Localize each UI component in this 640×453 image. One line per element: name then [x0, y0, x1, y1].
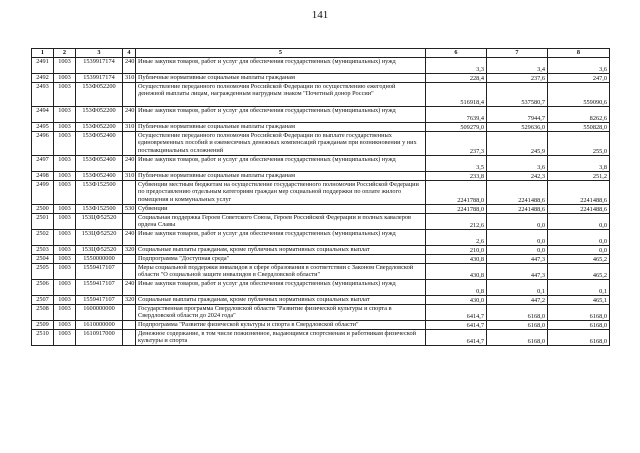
amount-year3-cell: 3,8: [548, 156, 610, 172]
amount-year2-cell: 242,3: [487, 172, 548, 181]
target-code-cell: 153Ф052200: [76, 107, 123, 123]
row-number-cell: 2498: [32, 172, 54, 181]
amount-year1-cell: 430,8: [426, 255, 487, 264]
amount-year2-cell: 0,0: [487, 246, 548, 255]
section-code-cell: 1003: [54, 83, 76, 107]
header-cell: 3: [76, 49, 123, 58]
row-number-cell: 2502: [32, 230, 54, 246]
amount-year3-cell: 8262,6: [548, 107, 610, 123]
target-code-cell: 153Ф152500: [76, 181, 123, 205]
expense-type-cell: 320: [123, 296, 136, 305]
section-code-cell: 1003: [54, 280, 76, 296]
table-row: [32, 123, 610, 132]
target-code-cell: 1539917174: [76, 58, 123, 74]
amount-year2-cell: 3,4: [487, 58, 548, 74]
expense-type-cell: 310: [123, 74, 136, 83]
amount-year3-cell: 465,2: [548, 264, 610, 280]
description-cell: Меры социальной поддержки инвалидов в сфере образования в соответствии с Законом Свердловской области "О социальной защите инвалидов в Свердловской области": [136, 264, 426, 280]
header-cell: 1: [32, 49, 54, 58]
expense-type-cell: [123, 132, 136, 156]
amount-year1-cell: 6414,7: [426, 305, 487, 321]
amount-year3-cell: 2241488,6: [548, 181, 610, 205]
description-cell: Осуществление переданного полномочия Российской Федерации по выплате государственных единовременных пособий и ежемесячных денежных компенсаций гражданам при возникновении у них поствакцинальных осложнений: [136, 132, 426, 156]
section-code-cell: 1003: [54, 107, 76, 123]
section-code-cell: 1003: [54, 214, 76, 230]
expense-type-cell: 310: [123, 172, 136, 181]
description-cell: Осуществление переданного полномочия Российской Федерации по осуществлению ежегодной денежной выплаты лицам, награжденным нагрудным знаком "Почетный донор России": [136, 83, 426, 107]
description-cell: Денежное содержание, в том числе пожизненное, выдающимся спортсменам и работникам физической культуры и спорта: [136, 330, 426, 346]
description-cell: Субвенции местным бюджетам на осуществление государственного полномочия Российской Федерации по предоставлению отдельным категориям граждан мер социальной поддержки по оплате жилого помещения и коммунальных услуг: [136, 181, 426, 205]
amount-year2-cell: 447,2: [487, 296, 548, 305]
row-number-cell: 2491: [32, 58, 54, 74]
amount-year1-cell: 2241788,0: [426, 181, 487, 205]
description-cell: Публичные нормативные социальные выплаты гражданам: [136, 172, 426, 181]
amount-year2-cell: 6168,0: [487, 321, 548, 330]
expense-type-cell: [123, 264, 136, 280]
target-code-cell: 1550000000: [76, 255, 123, 264]
amount-year2-cell: 6168,0: [487, 305, 548, 321]
row-number-cell: 2493: [32, 83, 54, 107]
header-cell: 7: [487, 49, 548, 58]
header-cell: 8: [548, 49, 610, 58]
table-row: [32, 230, 610, 246]
amount-year2-cell: 2241488,6: [487, 205, 548, 214]
expense-type-cell: 240: [123, 156, 136, 172]
amount-year2-cell: 245,9: [487, 132, 548, 156]
amount-year2-cell: 0,1: [487, 280, 548, 296]
header-cell: 5: [136, 49, 426, 58]
expense-type-cell: [123, 330, 136, 346]
expense-type-cell: [123, 305, 136, 321]
amount-year3-cell: 6168,0: [548, 321, 610, 330]
amount-year2-cell: 447,3: [487, 264, 548, 280]
section-code-cell: 1003: [54, 181, 76, 205]
table-row: [32, 330, 610, 346]
amount-year1-cell: 3,5: [426, 156, 487, 172]
amount-year2-cell: 2241488,6: [487, 181, 548, 205]
expense-type-cell: 240: [123, 280, 136, 296]
expense-type-cell: 320: [123, 246, 136, 255]
row-number-cell: 2503: [32, 246, 54, 255]
row-number-cell: 2506: [32, 280, 54, 296]
section-code-cell: 1003: [54, 330, 76, 346]
amount-year2-cell: 6168,0: [487, 330, 548, 346]
row-number-cell: 2499: [32, 181, 54, 205]
section-code-cell: 1003: [54, 255, 76, 264]
header-row: [32, 49, 610, 58]
page-number: 141: [311, 9, 329, 21]
expense-type-cell: 240: [123, 58, 136, 74]
amount-year1-cell: 233,8: [426, 172, 487, 181]
header-cell: 4: [123, 49, 136, 58]
target-code-cell: 1610000000: [76, 321, 123, 330]
row-number-cell: 2509: [32, 321, 54, 330]
table-row: [32, 156, 610, 172]
row-number-cell: 2495: [32, 123, 54, 132]
table-row: [32, 205, 610, 214]
amount-year1-cell: 0,8: [426, 280, 487, 296]
row-number-cell: 2497: [32, 156, 54, 172]
row-number-cell: 2501: [32, 214, 54, 230]
table-row: [32, 305, 610, 321]
description-cell: Субвенции: [136, 205, 426, 214]
target-code-cell: 153ЦФ52520: [76, 246, 123, 255]
amount-year1-cell: 237,3: [426, 132, 487, 156]
amount-year1-cell: 6414,7: [426, 321, 487, 330]
expense-type-cell: [123, 181, 136, 205]
section-code-cell: 1003: [54, 172, 76, 181]
target-code-cell: 1610917000: [76, 330, 123, 346]
amount-year1-cell: 430,8: [426, 264, 487, 280]
section-code-cell: 1003: [54, 296, 76, 305]
amount-year1-cell: 509279,0: [426, 123, 487, 132]
table-row: [32, 321, 610, 330]
amount-year3-cell: 0,0: [548, 230, 610, 246]
description-cell: Иные закупки товаров, работ и услуг для обеспечения государственных (муниципальных) нужд: [136, 280, 426, 296]
expense-type-cell: [123, 321, 136, 330]
table-row: [32, 58, 610, 74]
description-cell: Социальные выплаты гражданам, кроме публичных нормативных социальных выплат: [136, 296, 426, 305]
table-row: [32, 280, 610, 296]
amount-year3-cell: 550828,0: [548, 123, 610, 132]
amount-year3-cell: 0,1: [548, 280, 610, 296]
description-cell: Государственная программа Свердловской области "Развитие физической культуры и спорта в Свердловской области до 2024 года": [136, 305, 426, 321]
target-code-cell: 153Ф052400: [76, 156, 123, 172]
amount-year3-cell: 2241488,6: [548, 205, 610, 214]
description-cell: Иные закупки товаров, работ и услуг для обеспечения государственных (муниципальных) нужд: [136, 230, 426, 246]
row-number-cell: 2492: [32, 74, 54, 83]
amount-year2-cell: 237,6: [487, 74, 548, 83]
table-row: [32, 296, 610, 305]
section-code-cell: 1003: [54, 74, 76, 83]
amount-year1-cell: 2,6: [426, 230, 487, 246]
description-cell: Публичные нормативные социальные выплаты гражданам: [136, 74, 426, 83]
amount-year3-cell: 6168,0: [548, 330, 610, 346]
table-row: [32, 246, 610, 255]
description-cell: Иные закупки товаров, работ и услуг для обеспечения государственных (муниципальных) нужд: [136, 107, 426, 123]
row-number-cell: 2500: [32, 205, 54, 214]
description-cell: Подпрограмма "Развитие физической культуры и спорта в Свердловской области": [136, 321, 426, 330]
description-cell: Публичные нормативные социальные выплаты гражданам: [136, 123, 426, 132]
target-code-cell: 153ЦФ52520: [76, 230, 123, 246]
amount-year1-cell: 228,4: [426, 74, 487, 83]
section-code-cell: 1003: [54, 156, 76, 172]
amount-year3-cell: 3,6: [548, 58, 610, 74]
target-code-cell: 1559417107: [76, 264, 123, 280]
target-code-cell: 1539917174: [76, 74, 123, 83]
amount-year1-cell: 210,0: [426, 246, 487, 255]
table-row: [32, 74, 610, 83]
table-row: [32, 255, 610, 264]
amount-year3-cell: 251,2: [548, 172, 610, 181]
table-row: [32, 214, 610, 230]
expense-type-cell: 240: [123, 107, 136, 123]
table-row: [32, 83, 610, 107]
target-code-cell: 153ЦФ52520: [76, 214, 123, 230]
target-code-cell: 153Ф052400: [76, 132, 123, 156]
description-cell: Социальные выплаты гражданам, кроме публичных нормативных социальных выплат: [136, 246, 426, 255]
amount-year3-cell: 0,0: [548, 246, 610, 255]
row-number-cell: 2510: [32, 330, 54, 346]
target-code-cell: 153Ф052200: [76, 83, 123, 107]
header-cell: 2: [54, 49, 76, 58]
target-code-cell: 153Ф052200: [76, 123, 123, 132]
amount-year2-cell: 3,6: [487, 156, 548, 172]
amount-year3-cell: 465,1: [548, 296, 610, 305]
target-code-cell: 1600000000: [76, 305, 123, 321]
row-number-cell: 2504: [32, 255, 54, 264]
section-code-cell: 1003: [54, 205, 76, 214]
expense-type-cell: [123, 255, 136, 264]
description-cell: Иные закупки товаров, работ и услуг для обеспечения государственных (муниципальных) нужд: [136, 156, 426, 172]
section-code-cell: 1003: [54, 123, 76, 132]
amount-year3-cell: 559090,6: [548, 83, 610, 107]
amount-year3-cell: 255,0: [548, 132, 610, 156]
row-number-cell: 2508: [32, 305, 54, 321]
amount-year3-cell: 465,2: [548, 255, 610, 264]
expense-type-cell: [123, 83, 136, 107]
amount-year3-cell: 247,0: [548, 74, 610, 83]
row-number-cell: 2494: [32, 107, 54, 123]
amount-year1-cell: 430,0: [426, 296, 487, 305]
amount-year1-cell: 516918,4: [426, 83, 487, 107]
table-row: [32, 181, 610, 205]
expense-type-cell: 240: [123, 230, 136, 246]
amount-year2-cell: 0,0: [487, 230, 548, 246]
section-code-cell: 1003: [54, 230, 76, 246]
target-code-cell: 153Ф152500: [76, 205, 123, 214]
section-code-cell: 1003: [54, 305, 76, 321]
table-row: [32, 172, 610, 181]
row-number-cell: 2496: [32, 132, 54, 156]
row-number-cell: 2507: [32, 296, 54, 305]
expense-type-cell: 310: [123, 123, 136, 132]
section-code-cell: 1003: [54, 264, 76, 280]
table-row: [32, 107, 610, 123]
row-number-cell: 2505: [32, 264, 54, 280]
amount-year1-cell: 212,6: [426, 214, 487, 230]
amount-year1-cell: 6414,7: [426, 330, 487, 346]
amount-year2-cell: 529636,0: [487, 123, 548, 132]
amount-year2-cell: 537580,7: [487, 83, 548, 107]
section-code-cell: 1003: [54, 246, 76, 255]
amount-year1-cell: 2241788,0: [426, 205, 487, 214]
section-code-cell: 1003: [54, 132, 76, 156]
section-code-cell: 1003: [54, 58, 76, 74]
amount-year2-cell: 0,0: [487, 214, 548, 230]
table-body: [32, 49, 610, 346]
section-code-cell: 1003: [54, 321, 76, 330]
amount-year2-cell: 447,3: [487, 255, 548, 264]
description-cell: Подпрограмма "Доступная среда": [136, 255, 426, 264]
target-code-cell: 153Ф052400: [76, 172, 123, 181]
target-code-cell: 1559417107: [76, 296, 123, 305]
amount-year2-cell: 7944,7: [487, 107, 548, 123]
amount-year3-cell: 6168,0: [548, 305, 610, 321]
description-cell: Социальная поддержка Героев Советского Союза, Героев Российской Федерации и полных кавалеров ордена Славы: [136, 214, 426, 230]
target-code-cell: 1559417107: [76, 280, 123, 296]
expense-type-cell: [123, 214, 136, 230]
amount-year1-cell: 7639,4: [426, 107, 487, 123]
table-row: [32, 132, 610, 156]
budget-table: [31, 48, 610, 346]
table-row: [32, 264, 610, 280]
description-cell: Иные закупки товаров, работ и услуг для обеспечения государственных (муниципальных) нужд: [136, 58, 426, 74]
amount-year3-cell: 0,0: [548, 214, 610, 230]
expense-type-cell: 530: [123, 205, 136, 214]
amount-year1-cell: 3,3: [426, 58, 487, 74]
header-cell: 6: [426, 49, 487, 58]
